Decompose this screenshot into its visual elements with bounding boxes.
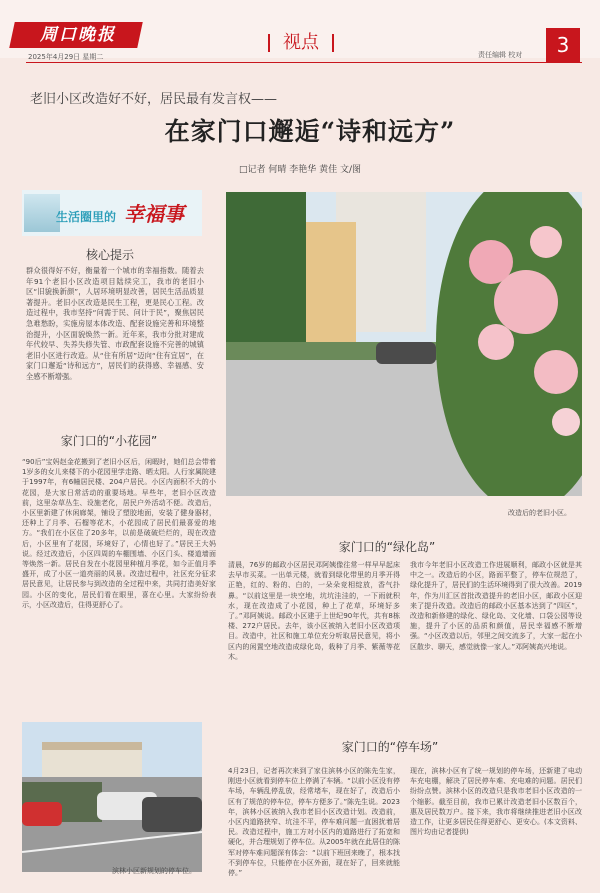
core-summary-text: 群众很得好不好，衡量着一个城市的幸福指数。随着去年91个老旧小区改造项目陆续完工，我市的老旧小区“旧貌换新颜”，人居环境明显改善，居民生活品质显著提升。老旧小区改造是民生工程，更是民心工程。改造过程中，我市坚持“问需于民、问计于民”，聚焦居民急难愁盼，实施房屋本体改造、配套设施完善和环境整治提升，小区面貌焕然一新。近年来，我市分批对建成年代较早、失养失修失管、市政配套设施不完善的城镇老旧小区进行改造。从“住有所居”迈向“住有宜居”，在家门口邂逅“诗和远方”，居民们的获得感、幸福感、安全感不断增强。 — [26, 266, 204, 381]
body-parking-left: 4月23日，记者再次来到了家住滨林小区的陈先生家，刚进小区就看到停车位上停满了车辆。“以前小区没有停车场，车辆乱停乱放，经常堵车，现在好了，改造后小区有了规范的停车位，停车方便多了。”陈先生说。2023年，滨林小区被纳入我市老旧小区改造计划。改造前，小区内道路狭窄、坑洼不平，停车难问题一直困扰着居民。改造过程中，施工方对小区内的道路进行了拓宽和硬化，并合理规划了停车位。从2005年就在此居住的陈军对停车难问题深有体会：“以前下班回来晚了，根本找不到停车位，只能停在小区外面，现在好了，回来就能停。” — [228, 767, 400, 878]
kicker: 老旧小区改造好不好，居民最有发言权—— — [30, 92, 278, 107]
banner-text-left: 生活圈里的 — [56, 210, 117, 224]
subheading-green-island: 家门口的“绿化岛” — [338, 540, 436, 554]
parking-photo — [22, 722, 202, 872]
body-green-island-left: 清晨，76岁的邮政小区居民邓阿姨像往常一样早早起床去早市买菜。一出单元楼，就看到绿化带里的月季开得正艳，红的、粉的、白的，一朵朵竞相绽放，香气扑鼻。“以前这里是一块空地，坑坑洼洼的，一下雨就积水，现在改造成了小花园，种上了花草，环境好多了。”邓阿姨说。邮政小区建于上世纪90年代，共有8栋楼、272户居民。去年，该小区被纳入老旧小区改造项目。改造中，社区和施工单位充分听取居民意见，将小区内的闲置空地改造成绿化岛，栽种了月季、紫薇等花木。 — [228, 561, 400, 661]
section-divider-right — [332, 34, 334, 52]
body-parking-right: 现在，滨林小区有了统一规划的停车场，还新建了电动车充电棚，解决了居民停车难、充电难的问题。居民们纷纷点赞。滨林小区的改造只是我市老旧小区改造的一个缩影。截至目前，我市已累计改造老旧小区数百个，惠及居民数万户。接下来，我市将继续推进老旧小区改造工作，让更多居民住得更舒心、更安心。(本文资料、图片均由记者提供) — [410, 767, 582, 837]
byline: □记者 何晴 李艳华 黄佳 文/图 — [239, 165, 361, 175]
issue-date: 2025年4月29日 星期二 — [28, 53, 104, 61]
roses-photo — [226, 192, 582, 496]
caption-parking: 滨林小区新规划的停车位。 — [112, 867, 196, 875]
headline: 在家门口邂逅“诗和远方” — [164, 117, 456, 146]
subheading-parking: 家门口的“停车场” — [341, 740, 439, 754]
editor-credit: 责任编辑 校对 — [478, 51, 523, 59]
banner-text-right: 幸福事 — [124, 202, 184, 226]
banner-building-image — [24, 194, 60, 232]
subheading-flower-garden: 家门口的“小花园” — [60, 434, 158, 448]
header-rule — [26, 62, 582, 63]
body-flower-garden: “90后”宝妈赵金花搬到了老旧小区后，闲暇时，她们总会带着1岁多的女儿来楼下的小花园里学走路、晒太阳。人行家属院建于1997年，有6幢居民楼、204户居民。小区内面积不大的小花园，是大家日常活动的重要场地。早些年，老旧小区改造前，这里杂草丛生、设施老化，居民户外活动不便。改造后，小区里新建了休闲廊架，铺设了塑胶地面，安装了健身器材，还种上了月季、石榴等花木，小花园成了居民们最喜爱的地方。“我们在小区住了20多年，以前是破破烂烂的，现在改造后，小区里有了花园，环境好了，心情也好了。”居民王大妈说。经过改造后，小区四周的车棚围墙、小区门头、楼道墙面等焕然一新。居民自发在小花园里种植月季花，如今正值月季盛开，成了小区一道亮丽的风景。改造过程中，社区充分征求居民意见，让居民参与到改造的全过程中来，共同打造美好家园。小区的变化，居民们看在眼里，喜在心里。大家纷纷表示，小区改造后，住得更舒心了。 — [22, 458, 216, 609]
masthead-logo: 周口晚报 — [40, 25, 116, 45]
body-green-island-right: 我市今年老旧小区改造工作进展顺利，邮政小区就是其中之一。改造后的小区，路面平整了，停车位规范了，绿化提升了，居民们的生活环境得到了很大改善。2019年，作为川汇区首批改造提升的老旧小区，邮政小区迎来了提升改造。改造后的邮政小区基本达到了“四区”，改造和新修建的绿化、绿化岛、文化墙、口袋公园等设施，提升了小区的品质和颜值，居民幸福感不断增强。“小区改造以后，邻里之间交流多了，大家一起在小区散步、聊天，感觉就像一家人。”邓阿姨高兴地说。 — [410, 561, 582, 651]
section-title: 视点 — [283, 32, 319, 53]
caption-roses: 改造后的老旧小区。 — [508, 509, 571, 517]
page-number: 3 — [546, 28, 580, 62]
core-summary-title: 核心提示 — [85, 248, 134, 262]
